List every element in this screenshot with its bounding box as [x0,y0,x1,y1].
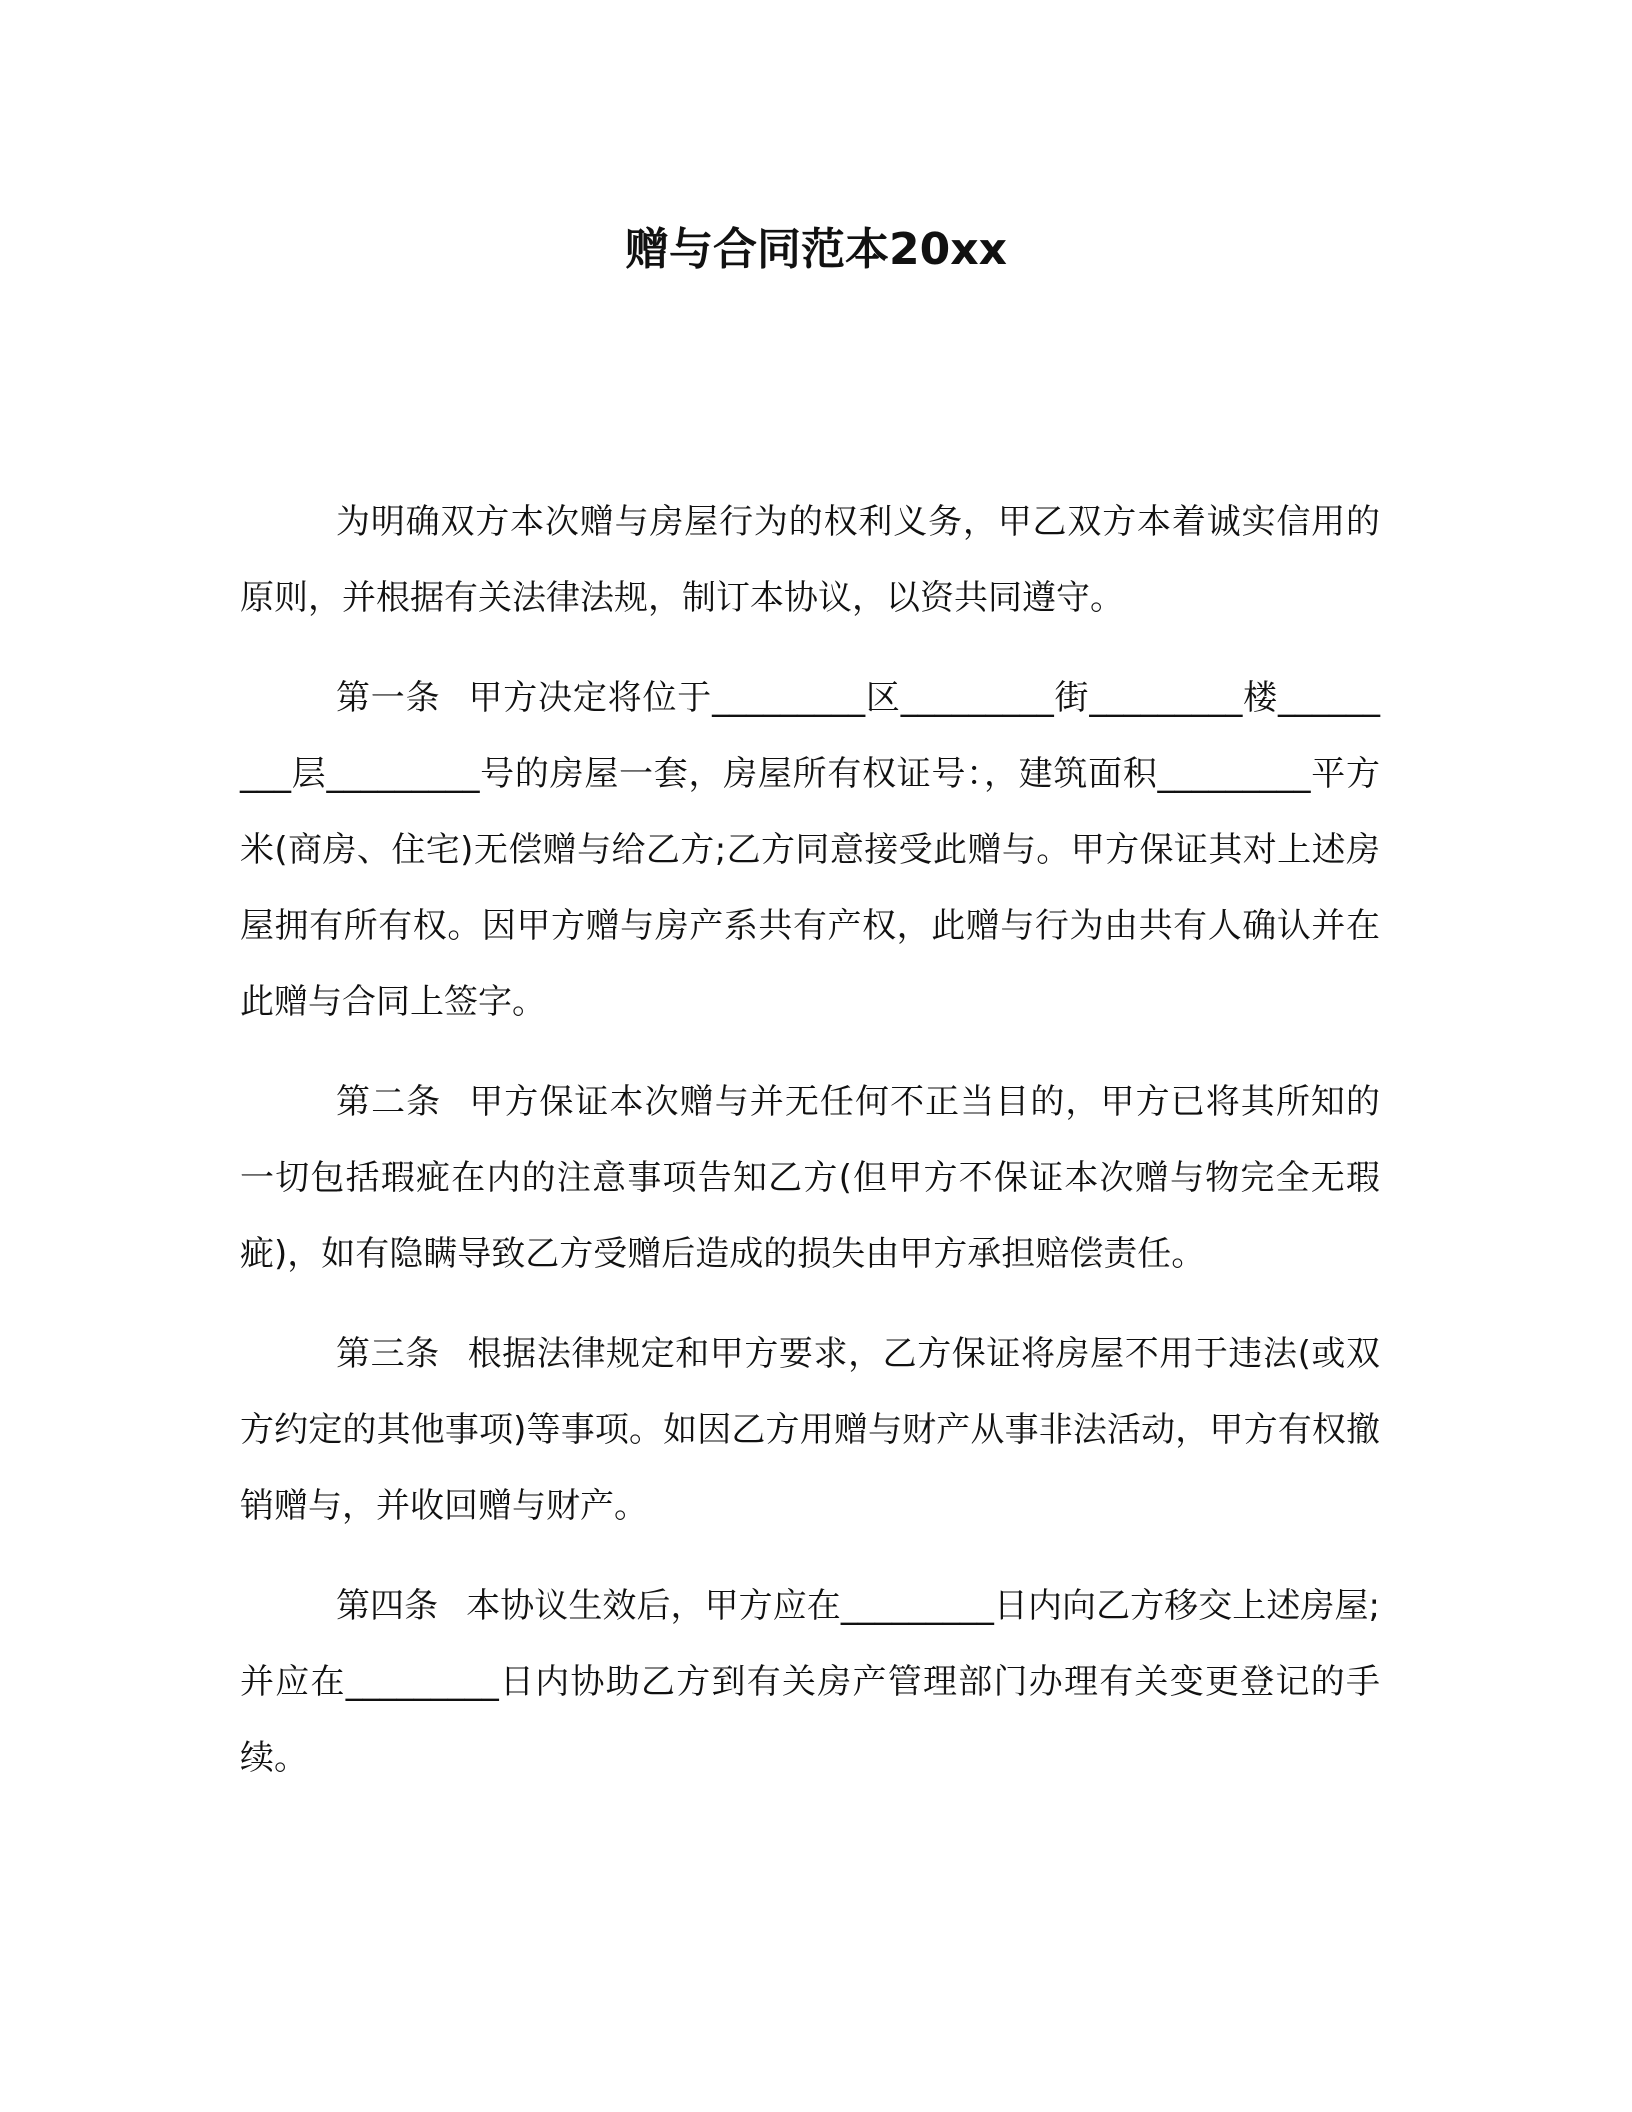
article-1-label: 第一条 [336,678,441,718]
article-1-paragraph [240,660,1380,1040]
article-1-text: 甲方决定将位于_________区_________街_________楼_________层_________号的房屋一套，房屋所有权证号：，建筑面积_________平方米(商房、住宅)无偿赠与给乙方;乙方同意接受此赠与。甲方保证其对上述房屋拥有所有权。因甲方赠与房产系共有产权，此赠与行为由共有人确认并在此赠与合同上签字。 [240,678,1380,1022]
article-4-paragraph [240,1568,1380,1796]
article-2-label: 第二条 [336,1082,442,1122]
preamble-paragraph [240,484,1380,636]
article-3-paragraph [240,1316,1380,1544]
preamble-text: 为明确双方本次赠与房屋行为的权利义务，甲乙双方本着诚实信用的原则，并根据有关法律法规，制订本协议，以资共同遵守。 [240,502,1380,618]
article-3-label: 第三条 [336,1334,440,1374]
article-3-text: 根据法律规定和甲方要求，乙方保证将房屋不用于违法(或双方约定的其他事项)等事项。如因乙方用赠与财产从事非法活动，甲方有权撤销赠与，并收回赠与财产。 [240,1334,1381,1526]
article-4-text: 本协议生效后，甲方应在_________日内向乙方移交上述房屋;并应在_________日内协助乙方到有关房产管理部门办理有关变更登记的手续。 [240,1586,1380,1778]
document-title: 赠与合同范本20xx [625,224,1007,275]
article-2-paragraph [240,1064,1380,1292]
article-4-label: 第四条 [336,1586,439,1626]
article-2-text: 甲方保证本次赠与并无任何不正当目的，甲方已将其所知的一切包括瑕疵在内的注意事项告知乙方(但甲方不保证本次赠与物完全无瑕疵)，如有隐瞒导致乙方受赠后造成的损失由甲方承担赔偿责任。 [240,1082,1381,1274]
document-body [240,484,1380,1796]
